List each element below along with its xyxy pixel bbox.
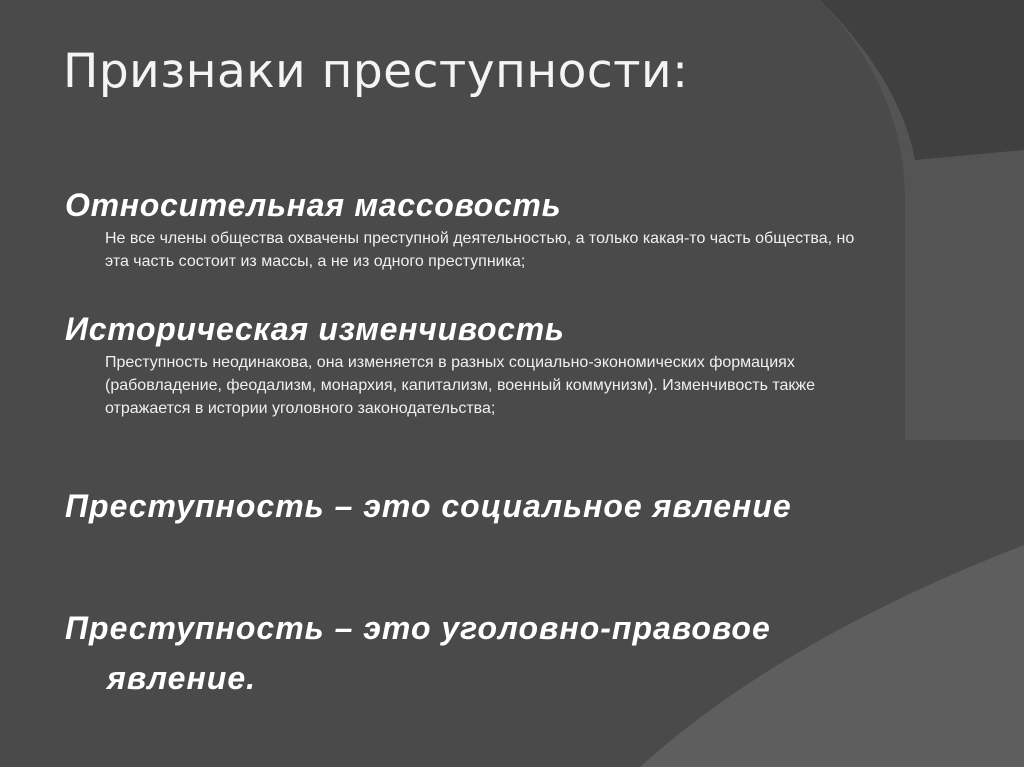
point-social-phenomenon	[65, 481, 885, 531]
slide-title: Признаки преступности:	[63, 44, 689, 99]
point-heading: Историческая изменчивость	[65, 311, 565, 347]
point-detail: Не все члены общества охвачены преступной деятельностью, а только какая-то часть общества, но эта часть состоит из массы, а не из одного преступника;	[105, 230, 855, 271]
point-heading: Относительная массовость	[65, 187, 562, 223]
point-detail: Преступность неодинакова, она изменяется в разных социально-экономических формациях (рабовладение, феодализм, монархия, капитализм, военный коммунизм). Изменчивость также отражается в истории уголовного законодательства;	[105, 354, 816, 418]
point-relative-mass	[65, 186, 885, 273]
point-historical-variability	[65, 310, 885, 420]
point-heading: Преступность – это уголовно-правовое явление.	[65, 610, 771, 696]
point-heading: Преступность – это социальное явление	[65, 488, 792, 524]
point-criminal-law-phenomenon	[65, 603, 885, 703]
